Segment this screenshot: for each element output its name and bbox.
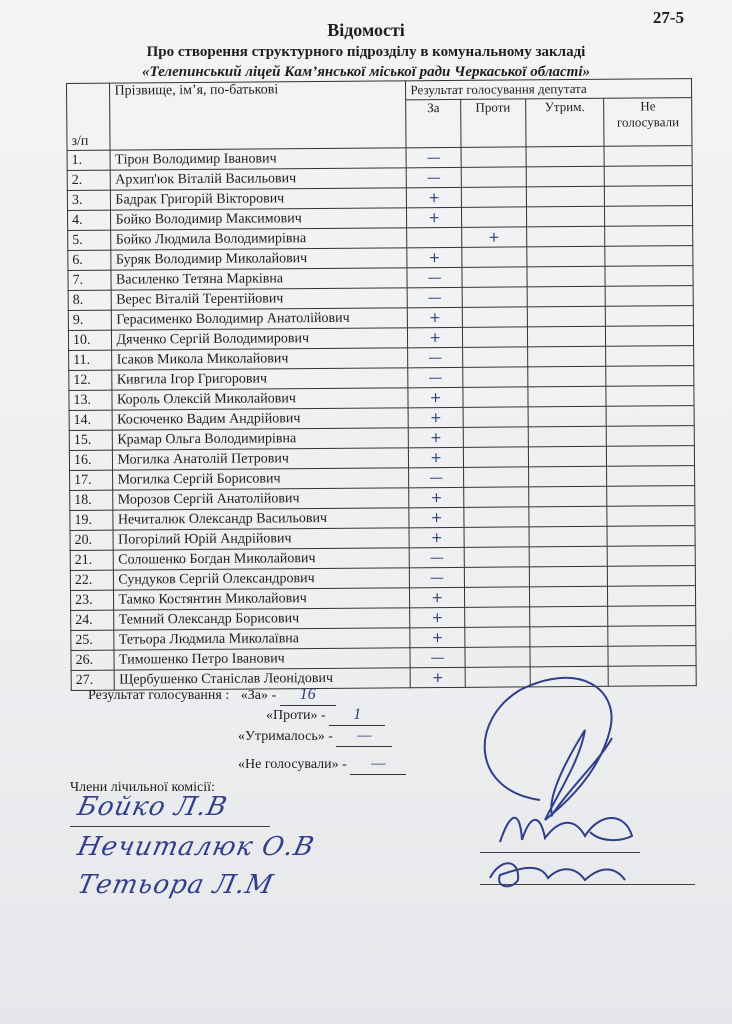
row-number: 7. xyxy=(68,270,112,290)
row-name: Крамар Ольга Володимирівна xyxy=(113,428,409,450)
row-name: Тамко Костянтин Миколайович xyxy=(114,588,410,610)
document-number: 27-5 xyxy=(652,8,684,27)
results-label: Результат голосування : xyxy=(88,688,230,703)
header-num: з/п xyxy=(67,83,111,150)
row-za-mark: + xyxy=(409,507,464,527)
row-za-mark: + xyxy=(409,427,464,447)
row-number: 15. xyxy=(69,430,113,450)
row-name: Ісаков Микола Миколайович xyxy=(112,348,408,370)
row-number: 14. xyxy=(69,410,113,430)
header-result-group: Результат голосування депутата xyxy=(406,79,692,101)
results-ne-label: «Не голосували» - xyxy=(238,757,347,772)
row-name: Буряк Володимир Миколайович xyxy=(111,248,407,270)
row-number: 3. xyxy=(67,190,111,210)
row-name: Бойко Людмила Володимирівна xyxy=(111,228,407,250)
row-za-mark: + xyxy=(408,407,463,427)
row-za-mark: — xyxy=(410,547,465,567)
row-za-mark: + xyxy=(410,587,465,607)
results-proty-value: 1 xyxy=(329,704,385,726)
row-name: Солошенко Богдан Миколайович xyxy=(114,548,410,570)
row-name: Бойко Володимир Максимович xyxy=(111,208,407,230)
row-number: 12. xyxy=(69,370,113,390)
row-number: 27. xyxy=(71,670,115,690)
row-name: Могилка Сергій Борисович xyxy=(113,468,409,490)
header-za: За xyxy=(406,100,461,148)
row-za-mark: — xyxy=(407,267,462,287)
row-za-mark: — xyxy=(406,147,461,167)
row-za-mark: + xyxy=(408,387,463,407)
row-number: 4. xyxy=(68,210,112,230)
signature-1 xyxy=(485,678,612,820)
row-za-mark: — xyxy=(409,467,464,487)
results-ne-value: — xyxy=(350,753,406,775)
row-name: Тимошенко Петро Іванович xyxy=(114,648,410,670)
row-za-mark: + xyxy=(407,207,462,227)
row-number: 18. xyxy=(70,490,114,510)
row-za-mark: + xyxy=(409,527,464,547)
row-name: Косюченко Вадим Андрійович xyxy=(113,408,409,430)
row-za-mark: + xyxy=(409,487,464,507)
commission-member-3: Тетьора Л.М xyxy=(74,870,277,900)
row-za-mark: — xyxy=(410,647,465,667)
row-number: 9. xyxy=(68,310,112,330)
row-name: Погорілий Юрій Андрійович xyxy=(113,528,409,550)
row-name: Тетьора Людмила Миколаївна xyxy=(114,628,410,650)
commission-label: Члени лічильної комісії: xyxy=(70,780,215,795)
results-utrym-value: — xyxy=(336,725,392,747)
header-proty: Проти xyxy=(461,99,526,147)
row-name: Герасименко Володимир Анатолійович xyxy=(112,308,408,330)
header-utrym: Утрим. xyxy=(525,99,604,147)
row-za-mark: + xyxy=(407,187,462,207)
row-number: 23. xyxy=(70,590,114,610)
row-name: Тірон Володимир Іванович xyxy=(111,148,407,170)
row-name: Архип'юк Віталій Васильович xyxy=(111,168,407,190)
row-number: 24. xyxy=(71,610,115,630)
row-name: Василенко Тетяна Марківна xyxy=(111,268,407,290)
signature-2 xyxy=(500,818,632,842)
row-name: Дяченко Сергій Володимирович xyxy=(112,328,408,350)
row-number: 26. xyxy=(71,650,115,670)
row-number: 10. xyxy=(68,330,112,350)
row-number: 20. xyxy=(70,530,114,550)
row-number: 25. xyxy=(71,630,115,650)
row-name: Король Олексій Миколайович xyxy=(112,388,408,410)
row-number: 5. xyxy=(68,230,112,250)
row-number: 1. xyxy=(67,150,111,170)
header-ne-golos: Не голосували xyxy=(604,98,692,146)
row-name: Щербушенко Станіслав Леонідович xyxy=(115,668,411,690)
row-za-mark: + xyxy=(407,247,462,267)
results-utrym-label: «Утрималось» - xyxy=(238,729,333,744)
row-name: Морозов Сергій Анатолійович xyxy=(113,488,409,510)
row-za-mark: + xyxy=(410,667,465,687)
row-za-mark: — xyxy=(408,287,463,307)
row-name: Бадрак Григорій Вікторович xyxy=(111,188,407,210)
row-proty-mark: + xyxy=(462,227,527,248)
row-number: 16. xyxy=(69,450,113,470)
row-za-mark: + xyxy=(410,607,465,627)
row-za-mark: + xyxy=(408,327,463,347)
row-number: 21. xyxy=(70,550,114,570)
row-number: 2. xyxy=(67,170,111,190)
row-number: 13. xyxy=(69,390,113,410)
row-za-mark: — xyxy=(408,367,463,387)
row-za-mark: — xyxy=(408,347,463,367)
results-za-label: «За» - xyxy=(240,688,277,703)
row-name: Могилка Анатолій Петрович xyxy=(113,448,409,470)
row-name: Сундуков Сергій Олександрович xyxy=(114,568,410,590)
row-name: Темний Олександр Борисович xyxy=(114,608,410,630)
row-za-mark: + xyxy=(409,447,464,467)
commission-member-2: Нечиталюк О.В xyxy=(74,832,318,862)
row-name: Верес Віталій Терентійович xyxy=(112,288,408,310)
signature-3 xyxy=(490,863,625,886)
row-za-mark: — xyxy=(407,167,462,187)
results-proty-label: «Проти» - xyxy=(266,708,326,723)
row-name: Нечиталюк Олександр Васильович xyxy=(113,508,409,530)
row-number: 22. xyxy=(70,570,114,590)
row-number: 19. xyxy=(70,510,114,530)
row-za-mark: + xyxy=(410,627,465,647)
document-subtitle: Про створення структурного підрозділу в комунальному закладі xyxy=(146,44,586,60)
row-za-mark: + xyxy=(408,307,463,327)
commission-member-1: Бойко Л.В xyxy=(74,792,231,822)
row-number: 17. xyxy=(70,470,114,490)
document-title: Відомості xyxy=(327,20,405,40)
row-name: Кивгила Ігор Григорович xyxy=(112,368,408,390)
row-za-mark: — xyxy=(410,567,465,587)
results-za-value: 16 xyxy=(280,684,336,706)
row-number: 8. xyxy=(68,290,112,310)
row-number: 11. xyxy=(69,350,113,370)
document-subtitle-institution: «Телепинський ліцей Кам’янської міської ради Черкаської області» xyxy=(141,64,591,80)
row-number: 6. xyxy=(68,250,112,270)
header-name: Прізвище, ім’я, по-батькові xyxy=(110,81,406,150)
